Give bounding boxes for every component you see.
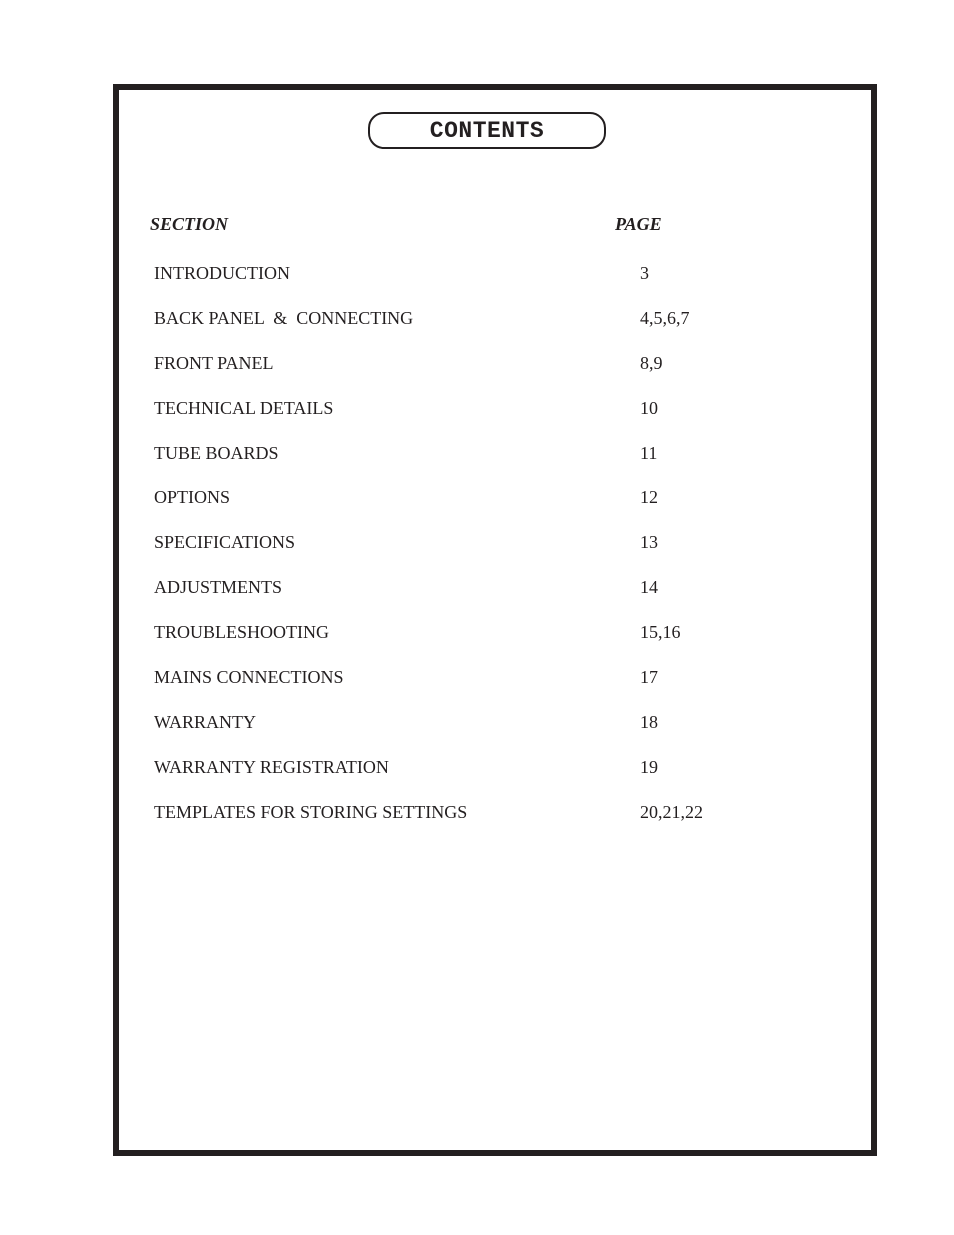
toc-entry-page: 11 <box>640 442 658 463</box>
toc-entry-page: 19 <box>640 756 658 777</box>
toc-entry-title: TUBE BOARDS <box>154 442 279 463</box>
toc-entry-page: 4,5,6,7 <box>640 307 690 328</box>
toc-entry-page: 18 <box>640 711 658 732</box>
section-column-header: SECTION <box>150 214 229 234</box>
toc-entry-title: TECHNICAL DETAILS <box>154 397 334 418</box>
toc-entry-back-panel-connecting[interactable] <box>154 307 774 352</box>
toc-entry-title: WARRANTY REGISTRATION <box>154 756 389 777</box>
toc-entry-page: 10 <box>640 397 658 418</box>
toc-entry-title: SPECIFICATIONS <box>154 532 296 553</box>
toc-entry-title: FRONT PANEL <box>154 352 274 373</box>
toc-entry-title: ADJUSTMENTS <box>154 577 283 598</box>
toc-entry-adjustments[interactable] <box>154 576 774 621</box>
table-of-contents-list <box>154 262 774 846</box>
toc-entry-options[interactable] <box>154 486 774 531</box>
toc-entry-page: 12 <box>640 487 658 508</box>
toc-entry-warranty-registration[interactable] <box>154 756 774 801</box>
page-column-header: PAGE <box>615 214 662 234</box>
toc-entry-title: TEMPLATES FOR STORING SETTINGS <box>154 801 468 822</box>
toc-entry-page: 8,9 <box>640 352 663 373</box>
toc-entry-front-panel[interactable] <box>154 352 774 397</box>
toc-entry-specifications[interactable] <box>154 531 774 576</box>
toc-entry-page: 15,16 <box>640 622 681 643</box>
page-title: CONTENTS <box>429 118 545 144</box>
toc-entry-tube-boards[interactable] <box>154 442 774 487</box>
toc-entry-templates-for-storing-settings[interactable] <box>154 801 774 846</box>
toc-entry-technical-details[interactable] <box>154 397 774 442</box>
toc-entry-page: 14 <box>640 577 658 598</box>
toc-entry-title: BACK PANEL & CONNECTING <box>154 307 414 328</box>
toc-entry-title: INTRODUCTION <box>154 263 290 283</box>
toc-entry-title: TROUBLESHOOTING <box>154 622 329 643</box>
toc-entry-page: 20,21,22 <box>640 801 703 822</box>
toc-entry-page: 13 <box>640 532 658 553</box>
contents-title-box <box>368 112 606 149</box>
toc-entry-title: MAINS CONNECTIONS <box>154 667 344 688</box>
toc-entry-warranty[interactable] <box>154 711 774 756</box>
toc-entry-troubleshooting[interactable] <box>154 621 774 666</box>
toc-entry-title: WARRANTY <box>154 711 256 732</box>
toc-entry-page: 3 <box>640 263 649 283</box>
toc-entry-title: OPTIONS <box>154 487 231 508</box>
toc-entry-page: 17 <box>640 667 658 688</box>
toc-entry-mains-connections[interactable] <box>154 666 774 711</box>
toc-entry-introduction[interactable] <box>154 262 774 307</box>
